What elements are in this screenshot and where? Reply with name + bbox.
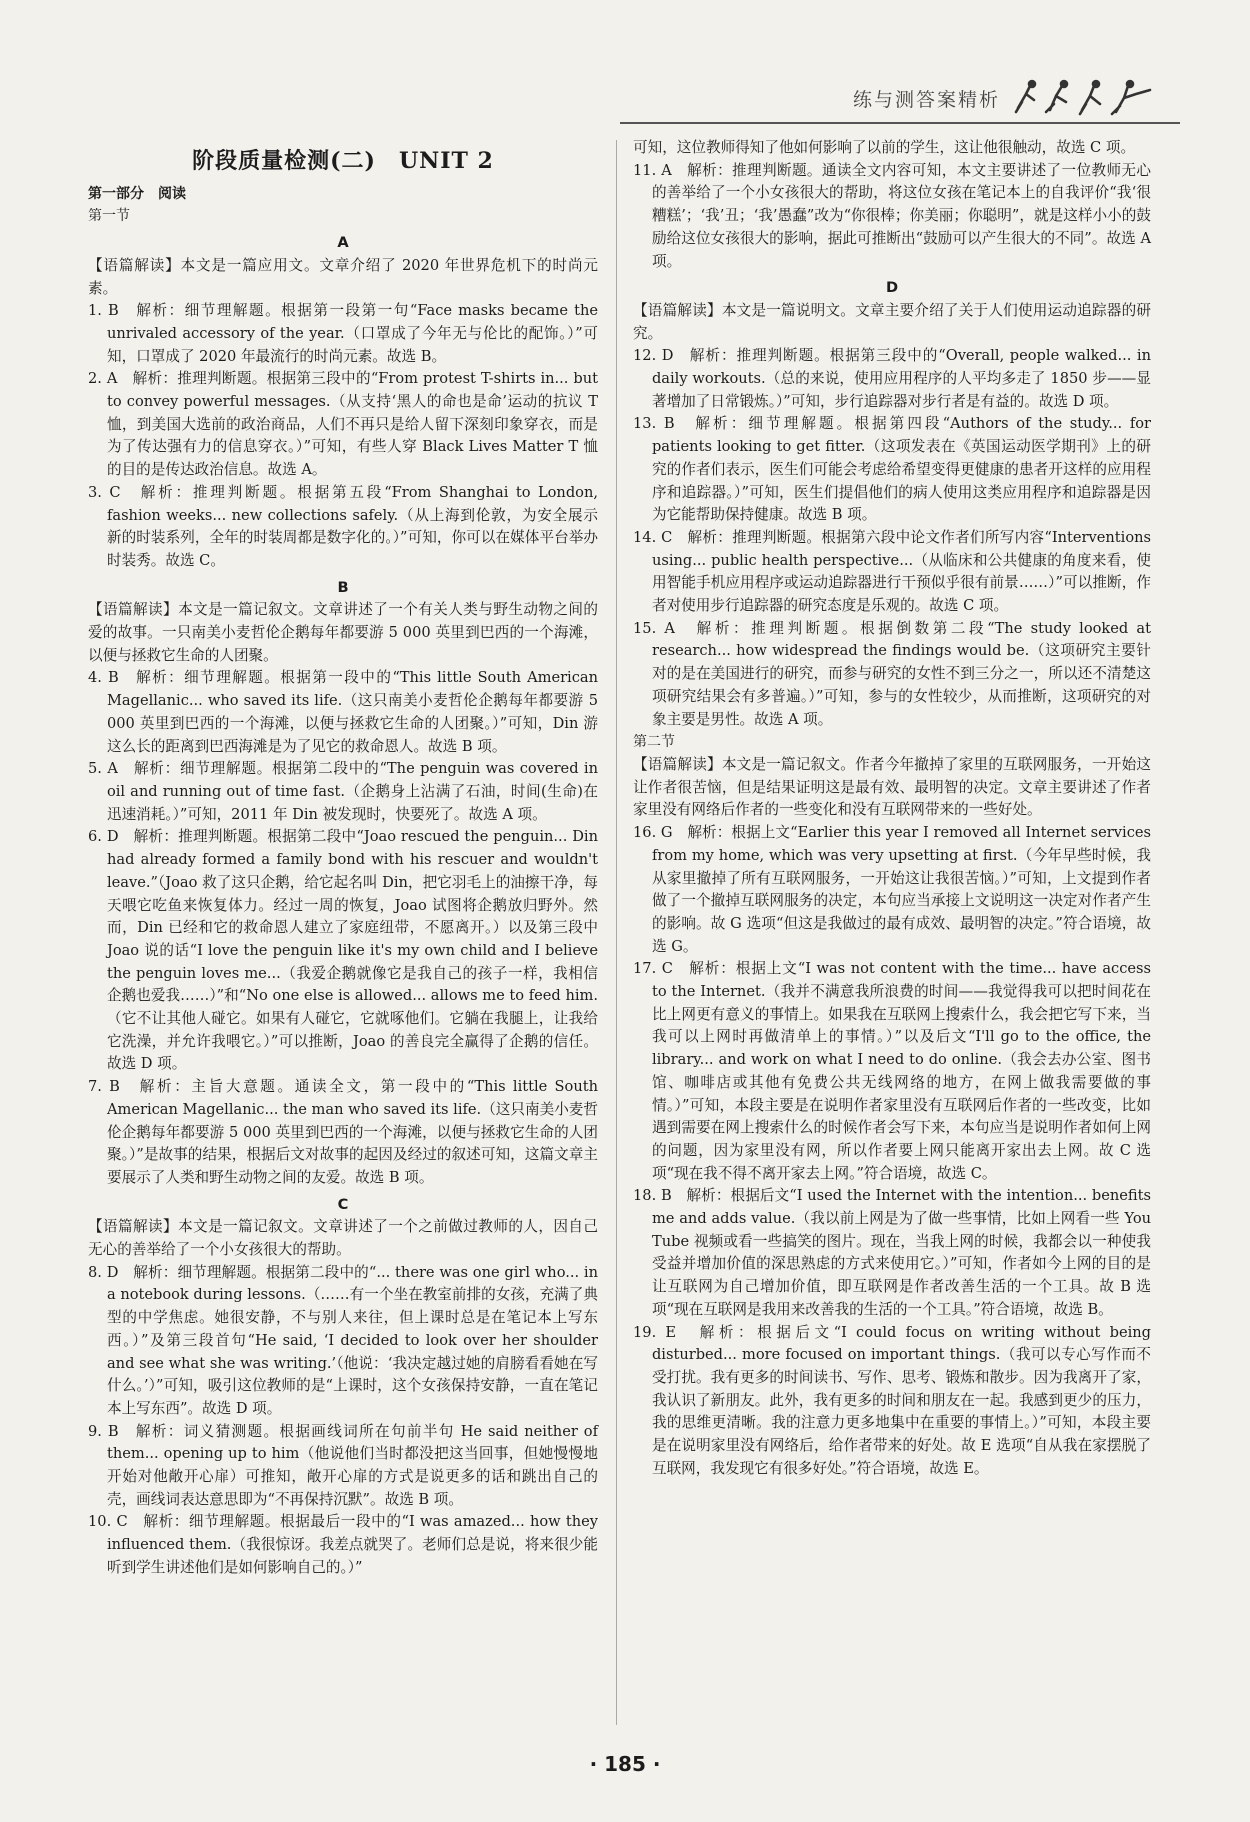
answer-item: 8. D 解析：细节理解题。根据第二段中的“... there was one girl who... in a notebook during lessons.（……有一个坐在教室前排的女孩，充满了典型的中学焦虑。她很安静，不与别人来往，但上课时总是在笔记本上写东西。）”及第三段首句“He said, ‘I decided to look over her shoulder and see what she was writing.’（他说：‘我决定越过她的肩膀看看她在写什么。’）”可知，吸引这位教师的是“上课时，这个女孩保持安静，一直在笔记本上写东西”。故选 D 项。 bbox=[88, 1263, 598, 1417]
passage-summary: 可知，这位教师得知了他如何影响了以前的学生，这让他很触动，故选 C 项。 bbox=[633, 139, 1136, 156]
passage-letter: D bbox=[885, 279, 899, 297]
passage-letter: A bbox=[337, 234, 349, 252]
passage-letter: B bbox=[337, 578, 349, 596]
answer-item: 18. B 解析：根据后文“I used the Internet with the intention... benefits me and adds value.（我以前上网是为了做一些事情，比如上网看一些 You Tube 视频或看一些搞笑的图片。现在，当我上网的时候，我都会以一种使我受益并增加价值的深思熟虑的方式来使用它。）”可知，作者如今上网的目的是让互联网为自己增加价值，即互联网是作者改善生活的一个工具。故 B 选项“现在互联网是我用来改善我的生活的一个工具。”符合语境，故选 B。 bbox=[633, 1187, 1151, 1318]
passage-summary: 【语篇解读】本文是一篇记叙文。文章讲述了一个有关人类与野生动物之间的爱的故事。一只南美小麦哲伦企鹅每年都要游 5 000 英里到巴西的一个海滩，以便与拯救它生命的人团聚。 bbox=[88, 601, 598, 664]
answer-item: 15. A 解析：推理判断题。根据倒数第二段“The study looked at research... how widespread the findings would be.（这项研究主要针对的是在美国进行的研究，而参与研究的女性不到三分之一，所以还不清楚这项研究结果会有多普遍。）”可知，参与的女性较少，从而推断，这项研究的对象主要是男性。故选 A 项。 bbox=[633, 619, 1151, 728]
answer-item: 19. E 解析：根据后文“I could focus on writing without being disturbed... more focused on important things.（我可以专心写作而不受打扰。我有更多的时间读书、写作、思考、锻炼和散步。因为我离开了家，我认识了新朋友。此外，我有更多的时间和朋友在一起。我感到更少的压力，我的思维更清晰。我的注意力更多地集中在重要的事情上。）”可知，本段主要是在说明家里没有网络后，给作者带来的好处。故 E 选项“自从我在家摆脱了互联网，我发现它有很多好处。”符合语境，故选 E。 bbox=[633, 1323, 1151, 1477]
running-figures-logo bbox=[1010, 78, 1160, 118]
answer-item: 5. A 解析：细节理解题。根据第二段中的“The penguin was covered in oil and running out of time fast.（企鹅身上沾满了石油，时间(生命)在迅速消耗。）”可知，2011 年 Din 被发现时，快要死了。故选 A 项。 bbox=[88, 760, 598, 823]
passage-summary: 【语篇解读】本文是一篇记叙文。文章讲述了一个之前做过教师的人，因自己无心的善举给了一个小女孩很大的帮助。 bbox=[88, 1218, 598, 1259]
answer-item: 10. C 解析：细节理解题。根据最后一段中的“I was amazed... how they influenced them.（我很惊讶。我差点就哭了。老师们总是说，将来很少能听到学生讲述他们是如何影响自己的。）” bbox=[88, 1513, 598, 1576]
header-rule bbox=[620, 122, 1180, 124]
answer-item: 14. C 解析：推理判断题。根据第六段中论文作者们所写内容“Interventions using... public health perspective...（从临床和公共健康的角度来看，使用智能手机应用程序或运动追踪器进行干预似乎很有前景……）”可以推断，作者对使用步行追踪器的研究态度是乐观的。故选 C 项。 bbox=[633, 528, 1151, 615]
part-heading: 第一部分 阅读 bbox=[88, 185, 186, 202]
answer-item: 4. B 解析：细节理解题。根据第一段中的“This little South American Magellanic... who saved its life.（这只南美小麦哲伦企鹅每年都要游 5 000 英里到巴西的一个海滩，以便与拯救它生命的人团聚。）”可知，Din 游这么长的距离到巴西海滩是为了见它的救命恩人。故选 B 项。 bbox=[88, 669, 598, 755]
answer-item: 7. B 解析：主旨大意题。通读全文，第一段中的“This little South American Magellanic... the man who saved its life.（这只南美小麦哲伦企鹅每年都要游 5 000 英里到巴西的一个海滩，以便与拯救它生命的人团聚。）”是故事的结果，根据后文对故事的起因及经过的叙述可知，这篇文章主要展示了人类和野生动物之间的友爱。故选 B 项。 bbox=[88, 1078, 598, 1186]
answer-item: 17. C 解析：根据上文“I was not content with the time... have access to the Internet.（我并不满意我所浪费的时间——我觉得我可以把时间花在比上网更有意义的事情上。如果我在互联网上搜索什么，我会把它写下来，当我可以上网时再做清单上的事情。）”以及后文“I'll go to the office, the library... and work on what I need to do online.（我会去办公室、图书馆、咖啡店或其他有免费公共无线网络的地方，在网上做我需要做的事情。）”可知，本段主要是在说明作者家里没有互联网后作者的一些改变，比如遇到需要在网上搜索什么的时候作者会写下来，本句应当是说明作者如何上网的问题，因为家里没有网，所以作者要上网只能离开家出去上网。故 C 选项“现在我不得不离开家去上网。”符合语境，故选 C。 bbox=[633, 960, 1151, 1182]
section-heading: 第二节 bbox=[633, 734, 675, 751]
page-number: · 185 · bbox=[589, 1752, 661, 1776]
page-header bbox=[853, 78, 1160, 118]
section-heading: 第一节 bbox=[88, 208, 130, 225]
column-divider bbox=[616, 140, 617, 1725]
answer-item: 9. B 解析：词义猜测题。根据画线词所在句前半句 He said neither of them... opening up to him（他说他们当时都没把这当回事，但她慢慢地开始对他敞开心扉）可推知，敞开心扉的方式是说更多的话和跳出自己的壳，画线词表达意思即为“不再保持沉默”。故选 B 项。 bbox=[88, 1422, 598, 1508]
answer-item: 3. C 解析：推理判断题。根据第五段“From Shanghai to London, fashion weeks... new collections safely.（从上海到伦敦，为安全展示新的时装系列，全年的时装周都是数字化的。）”可知，你可以在媒体平台举办时装秀。故选 C。 bbox=[88, 483, 598, 569]
answer-item: 1. B 解析：细节理解题。根据第一段第一句“Face masks became the unrivaled accessory of the year.（口罩成了今年无与伦比的配饰。）”可知，口罩成了 2020 年最流行的时尚元素。故选 B。 bbox=[88, 302, 598, 365]
answer-item: 2. A 解析：推理判断题。根据第三段中的“From protest T-shirts in... but to convey powerful messages.（从支持‘黑人的命也是命’运动的抗议 T 恤，到美国大选前的政治商品，人们不再只是给人留下深刻印象穿衣，而是为了传达强有力的信息穿衣。）”可知，有些人穿 Black Lives Matter T 恤的目的是传达政治信息。故选 A。 bbox=[88, 370, 598, 479]
passage-summary: 【语篇解读】本文是一篇记叙文。作者今年撤掉了家里的互联网服务，一开始这让作者很苦恼，但是结果证明这是最有效、最明智的决定。文章主要讲述了作者家里没有网络后作者的一些变化和没有互联网带来的一些好处。 bbox=[633, 755, 1151, 819]
answer-item: 11. A 解析：推理判断题。通读全文内容可知，本文主要讲述了一位教师无心的善举给了一个小女孩很大的帮助，将这位女孩在笔记本上的自我评价“我‘很糟糕’；‘我’丑；‘我’愚蠢”改为“你很棒；你美丽；你聪明”，就是这样小小的鼓励给这位女孩很大的影响，据此可推断出“鼓励可以产生很大的不同”。故选 A 项。 bbox=[633, 161, 1151, 270]
left-column bbox=[88, 150, 598, 1580]
passage-summary: 【语篇解读】本文是一篇说明文。文章主要介绍了关于人们使用运动追踪器的研究。 bbox=[633, 301, 1151, 342]
answer-item: 6. D 解析：推理判断题。根据第二段中“Joao rescued the penguin... Din had already formed a family bond with his rescuer and wouldn't leave.”（Joao 救了这只企鹅，给它起名叫 Din，把它羽毛上的油擦干净，每天喂它吃鱼来恢复体力。经过一周的恢复，Joao 试图将企鹅放归野外。然而，Din 已经和它的救命恩人建立了家庭纽带，不愿离开。）以及第三段中 Joao 说的话“I love the penguin like it's my own child and I believe the penguin loves me...（我爱企鹅就像它是我自己的孩子一样，我相信企鹅也爱我……）”和“No one else is allowed... allows me to feed him.（它不让其他人碰它。如果有人碰它，它就啄他们。它躺在我腿上，让我给它洗澡，并允许我喂它。）”可以推断，Joao 的善良完全赢得了企鹅的信任。故选 D 项。 bbox=[88, 828, 598, 1073]
answer-item: 16. G 解析：根据上文“Earlier this year I removed all Internet services from my home, which was very upsetting at first.（今年早些时候，我从家里撤掉了所有互联网服务，一开始这让我很苦恼。）”可知，上文提到作者做了一个撤掉互联网服务的决定，本句应当承接上文说明这一决定对作者产生的影响。故 G 选项“但这是我做过的最有成效、最明智的决定。”符合语境，故选 G。 bbox=[633, 824, 1151, 955]
right-column bbox=[633, 137, 1151, 1480]
header-title: 练与测答案精析 bbox=[852, 88, 1000, 111]
page-title: 阶段质量检测(二) UNIT 2 bbox=[192, 148, 494, 174]
answer-item: 13. B 解析：细节理解题。根据第四段“Authors of the study... for patients looking to get fitter.（这项发表在《英国运动医学期刊》上的研究的作者们表示，医生们可能会考虑给希望变得更健康的患者开这样的应用程序和追踪器。）”可知，医生们提倡他们的病人使用这类应用程序和追踪器是因为它能帮助保持健康。故选 B 项。 bbox=[633, 415, 1151, 524]
passage-summary: 【语篇解读】本文是一篇应用文。文章介绍了 2020 年世界危机下的时尚元素。 bbox=[88, 256, 598, 297]
answer-item: 12. D 解析：推理判断题。根据第三段中的“Overall, people walked... in daily workouts.（总的来说，使用应用程序的人平均多走了 1850 步——显著增加了日常锻炼。）”可知，步行追踪器对步行者是有益的。故选 D 项。 bbox=[633, 347, 1151, 410]
passage-letter: C bbox=[337, 1195, 349, 1213]
